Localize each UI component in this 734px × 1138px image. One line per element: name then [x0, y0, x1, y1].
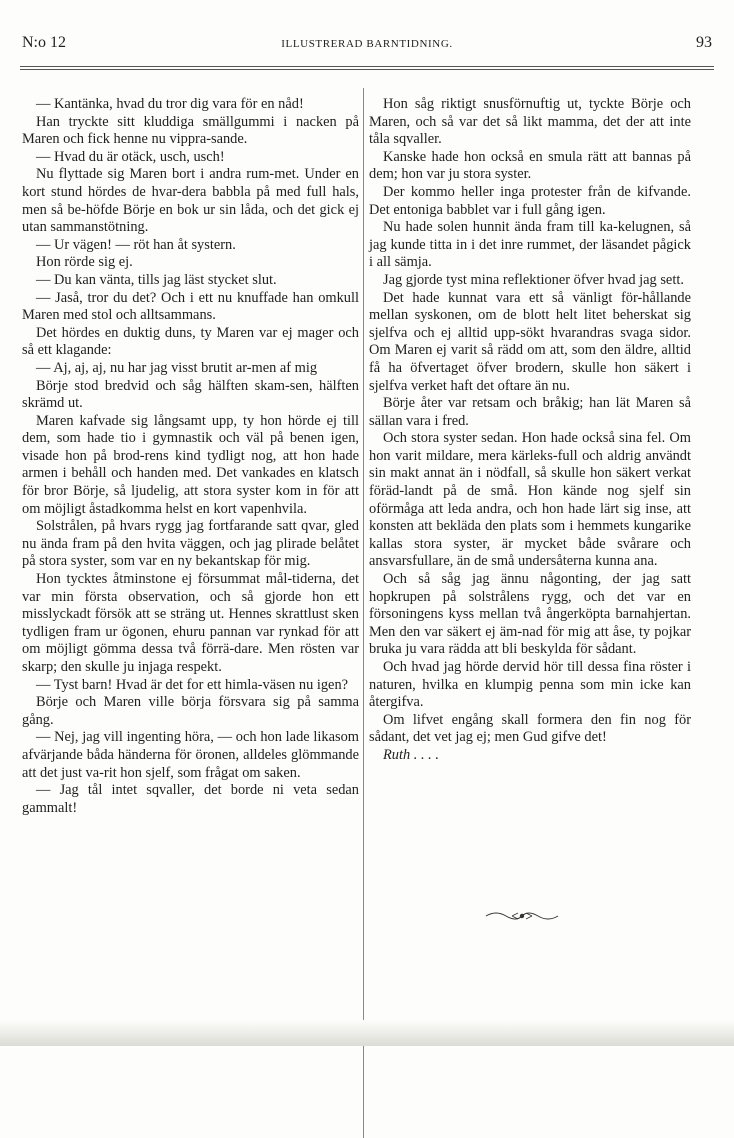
- paragraph: — Du kan vänta, tills jag läst stycket slut.: [36, 271, 277, 288]
- paragraph: Solstrålen, på hvars rygg jag fortfarande satt qvar, gled nu ända fram på den hvita väggen, och jag plirade belåtet på stora syster, som var en ny bekantskap för mig.: [22, 518, 359, 570]
- paragraph: Han tryckte sitt kluddiga smällgummi i nacken på Maren och fick henne nu vippra-sande.: [22, 113, 359, 148]
- page-number: 93: [696, 34, 712, 51]
- paragraph: — Kantänka, hvad du tror dig vara för en nåd!: [36, 96, 304, 112]
- paragraph: Det hördes en duktig duns, ty Maren var ej mager och så ett klagande:: [22, 324, 359, 359]
- header-rule-bottom: [20, 69, 714, 70]
- paragraph: Och stora syster sedan. Hon hade också sina fel. Om hon varit mildare, mera kärleks-full och aldrig användt sin makt annat än i nödfall, så skulle hon säkert verkat föräd-landt på de små. Hon kände nog sjelf sin oförmåga att leda andra, och hon hade lärt sig inse, att konsten att bekläda den plats som i hemmets kungarike kallas stora syster, är mycket både svårare och ansvarsfullare, än de små undersåterna kunna ana.: [369, 430, 691, 570]
- column-divider: [363, 88, 364, 1138]
- paragraph: Börje åter var retsam och bråkig; han lät Maren så sällan vara i fred.: [369, 395, 691, 429]
- paragraph: — Tyst barn! Hvad är det for ett himla-väsen nu igen?: [36, 676, 349, 693]
- paragraph: — Ur vägen! — röt han åt systern.: [36, 236, 236, 253]
- paragraph: — Jag tål intet sqvaller, det borde ni veta sedan gammalt!: [22, 782, 359, 816]
- paragraph: — Nej, jag vill ingenting höra, — och hon lade likasom afvärjande båda händerna för öronen, alldeles glömmande att det just va-rit hon sjelf, som frågat om saken.: [22, 729, 359, 781]
- paragraph: Der kommo heller inga protester från de kifvande. Det entoniga babblet var i full gång igen.: [369, 183, 691, 218]
- paragraph: Maren kafvade sig långsamt upp, ty hon hörde ej till dem, som hade tio i gymnastik och väl på benen igen, visade hon på brod-rens kind tydligt nog, att hon hade armen i behåll och handen med. Det vankades en klatsch för bror Börje, så ljudelig, att stora syster kom in för att om möjligt åstadkomma helst en kort vapenhvila.: [22, 412, 359, 517]
- left-column: [22, 96, 359, 817]
- paragraph: Jag gjorde tyst mina reflektioner öfver hvad jag sett.: [383, 271, 684, 288]
- paragraph: — Jaså, tror du det? Och i ett nu knuffade han omkull Maren med stol och alltsammans.: [22, 289, 359, 324]
- paragraph: Nu flyttade sig Maren bort i andra rum-met. Under en kort stund hördes de hvar-dera babbla på med full hals, men så be-höfde Börje en bok ur sin låda, och det gick ej utan sammanstötning.: [22, 166, 359, 236]
- paragraph: Hon såg riktigt snusförnuftig ut, tyckte Börje och Maren, och så var det så likt mamma, det der att inte tåla sqvaller.: [369, 96, 691, 148]
- publication-title: ILLUSTRERAD BARNTIDNING.: [281, 38, 453, 50]
- paragraph: Hon rörde sig ej.: [36, 254, 133, 271]
- paragraph: Börje stod bredvid och såg hälften skam-sen, hälften skrämd ut.: [22, 377, 359, 412]
- right-column: [369, 96, 691, 765]
- page-bottom-edge: [0, 1020, 734, 1046]
- paragraph: Börje och Maren ville börja försvara sig på samma gång.: [22, 694, 359, 728]
- paragraph: — Hvad du är otäck, usch, usch!: [36, 148, 225, 165]
- ornament-flourish-icon: [482, 908, 562, 924]
- page-header: [22, 34, 712, 58]
- paragraph: Om lifvet engång skall formera den fin nog för sådant, det vet jag ej; men Gud gifve det!: [369, 711, 691, 746]
- paragraph: Det hade kunnat vara ett så vänligt för-hållande mellan syskonen, om de blott helt litet beherskat sig sjelfva och ej alltid upp-sökt hvarandras svaga sidor. Om Maren ej varit så rädd om att, som den äldre, alltid få ha öfvertaget öfver brodern, skulle hon säkert i sjelfva verket haft det oftare än nu.: [369, 289, 691, 394]
- header-rule-top: [20, 66, 714, 67]
- paragraph: Hon tycktes åtminstone ej försummat mål-tiderna, det var min första observation, och så gjorde hon ett misslyckadt försök att se sträng ut. Hennes skrattlust sken tydligen fram ur ögonen, ehuru pannan var rynkad för att om möjligt gömma dessa två förrä-dare. Men rösten var skarp; den skulle ju injaga respekt.: [22, 571, 359, 675]
- author-signature: Ruth . . . .: [383, 746, 439, 763]
- issue-number: N:o 12: [22, 34, 66, 51]
- paragraph: Nu hade solen hunnit ända fram till ka-kelugnen, så jag kunde titta in i det inre rummet, der läsandet pågick i all sämja.: [369, 219, 691, 271]
- paragraph: Och så såg jag ännu någonting, der jag satt hopkrupen på solstrålens rygg, och det var en försoningens kyss mellan två ångerköpta barnahjertan. Men den var säkert ej äm-nad för mig att åse, ty pojkar bruka ju vara rädda att bli beskylda för sådant.: [369, 571, 691, 658]
- paragraph: — Aj, aj, aj, nu har jag visst brutit ar-men af mig: [36, 359, 318, 376]
- paragraph: Och hvad jag hörde dervid hör till dessa fina röster i naturen, hvilka en klumpig penna som min icke kan återgifva.: [369, 659, 691, 711]
- paragraph: Kanske hade hon också en smula rätt att bannas på dem; hon var ju stora syster.: [369, 148, 691, 183]
